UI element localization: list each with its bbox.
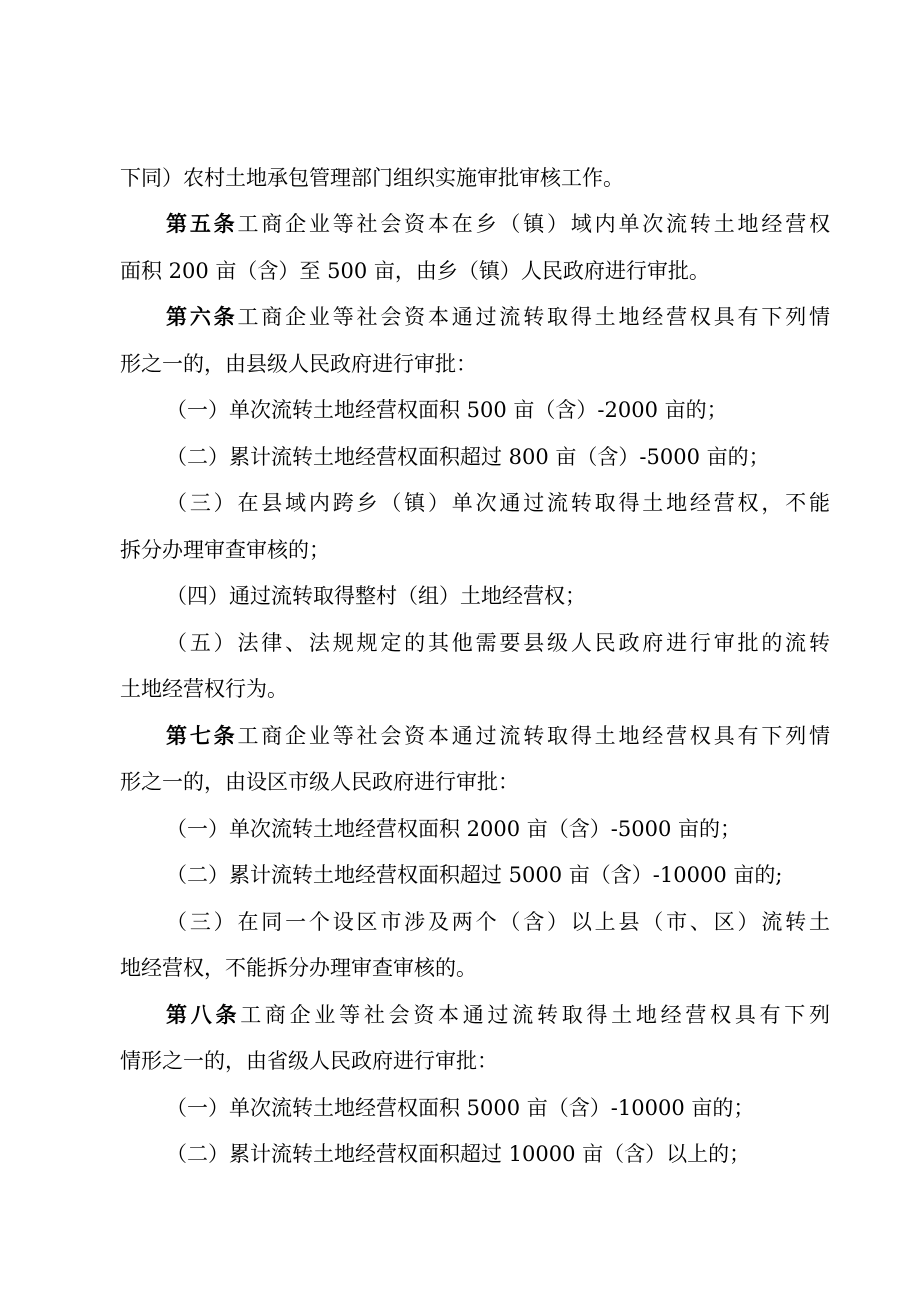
article-8-line <box>166 995 830 1035</box>
article-heading: 第六条 <box>166 304 238 329</box>
line-text: （二）累计流转土地经营权面积超过 10000 亩（含）以上的； <box>166 1142 751 1166</box>
line-text: （四）通过流转取得整村（组）土地经营权； <box>166 584 586 608</box>
line-text: 工商企业等社会资本在乡（镇）域内单次流转土地经营权 <box>237 212 831 236</box>
line-text: 下同）农村土地承包管理部门组织实施审批审核工作。 <box>120 166 624 190</box>
line-text: 形之一的，由县级人民政府进行审批： <box>120 352 477 376</box>
article-heading: 第七条 <box>166 723 238 748</box>
line-text: 工商企业等社会资本通过流转取得土地经营权具有下列情 <box>237 305 831 329</box>
line-text: 面积 200 亩（含）至 500 亩，由乡（镇）人民政府进行审批。 <box>120 259 710 283</box>
line-text: （五）法律、法规规定的其他需要县级人民政府进行审批的流转 <box>166 631 830 655</box>
article-5-line <box>166 204 830 244</box>
text-line <box>120 344 830 384</box>
text-line <box>120 1041 830 1081</box>
line-text: 形之一的，由设区市级人民政府进行审批： <box>120 770 519 794</box>
line-text: （一）单次流转土地经营权面积 500 亩（含）-2000 亩的； <box>166 398 728 422</box>
article-heading: 第八条 <box>166 1002 241 1027</box>
line-text: （二）累计流转土地经营权面积超过 5000 亩（含）-10000 亩的; <box>166 863 783 887</box>
line-text: 拆分办理审查审核的； <box>120 538 330 562</box>
list-item-line <box>166 809 830 849</box>
list-item-line <box>166 390 830 430</box>
text-line <box>120 158 830 198</box>
line-text: （一）单次流转土地经营权面积 2000 亩（含）-5000 亩的； <box>166 817 742 841</box>
list-item-line <box>166 576 830 616</box>
article-7-line <box>166 716 830 756</box>
list-item-line <box>166 855 830 895</box>
line-text: （一）单次流转土地经营权面积 5000 亩（含）-10000 亩的； <box>166 1096 755 1120</box>
line-text: （二）累计流转土地经营权面积超过 800 亩（含）-5000 亩的； <box>166 445 770 469</box>
text-line <box>120 948 830 988</box>
list-item-line <box>166 1088 830 1128</box>
line-text: 土地经营权行为。 <box>120 677 288 701</box>
line-text: 工商企业等社会资本通过流转取得土地经营权具有下列 <box>240 1003 831 1027</box>
line-text: （三）在同一个设区市涉及两个（含）以上县（市、区）流转土 <box>166 910 830 934</box>
line-text: 情形之一的，由省级人民政府进行审批： <box>120 1049 498 1073</box>
list-item-line <box>166 902 830 942</box>
text-line <box>120 762 830 802</box>
list-item-line <box>166 483 830 523</box>
list-item-line <box>166 1134 830 1174</box>
line-text: 地经营权，不能拆分办理审查审核的。 <box>120 956 477 980</box>
line-text: 工商企业等社会资本通过流转取得土地经营权具有下列情 <box>237 724 831 748</box>
article-heading: 第五条 <box>166 211 238 236</box>
text-line <box>120 251 830 291</box>
line-text: （三）在县域内跨乡（镇）单次通过流转取得土地经营权，不能 <box>166 491 830 515</box>
text-line <box>120 530 830 570</box>
list-item-line <box>166 623 830 663</box>
list-item-line <box>166 437 830 477</box>
text-line <box>120 669 830 709</box>
article-6-line <box>166 297 830 337</box>
